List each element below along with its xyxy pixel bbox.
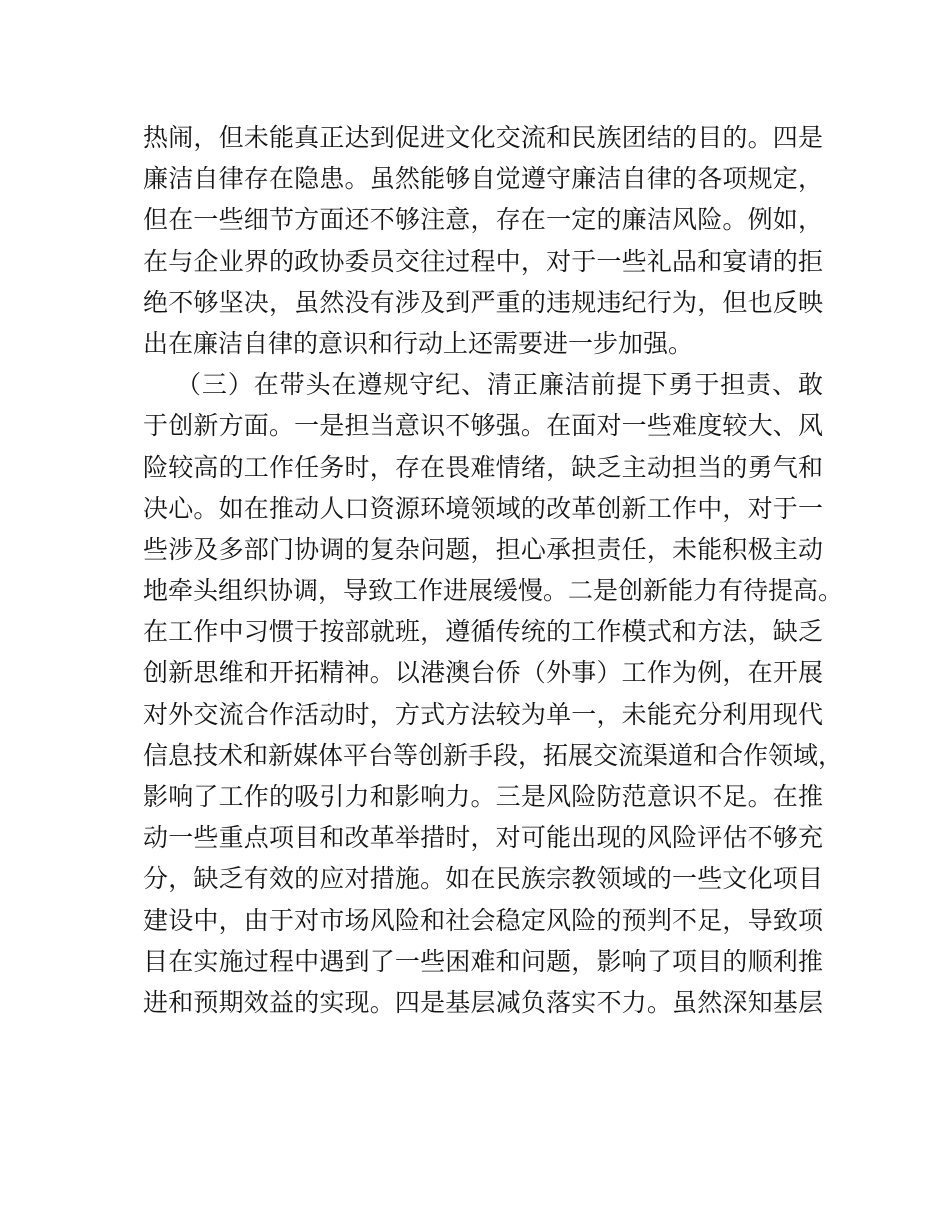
text-line: 绝不够坚决，虽然没有涉及到严重的违规违纪行为，但也反映 [143,287,823,317]
paragraph-2 [143,364,844,1023]
text-line: 在工作中习惯于按部就班，遵循传统的工作模式和方法，缺乏 [143,617,823,647]
text-line: 动一些重点项目和改革举措时，对可能出现的风险评估不够充 [143,823,823,853]
text-line: 热闹，但未能真正达到促进文化交流和民族团结的目的。四是 [143,123,823,152]
text-line: 进和预期效益的实现。四是基层减负落实不力。虽然深知基层 [143,987,823,1017]
text-line: 些涉及多部门协调的复杂问题，担心承担责任，未能积极主动 [143,534,823,564]
text-line: 地牵头组织协调，导致工作进展缓慢。二是创新能力有待提高。 [143,576,844,606]
text-line: 影响了工作的吸引力和影响力。三是风险防范意识不足。在推 [143,782,823,811]
body-text [143,117,844,1023]
text-line: 出在廉洁自律的意识和行动上还需要进一步加强。 [143,328,694,358]
text-line: 建设中，由于对市场风险和社会稳定风险的预判不足，导致项 [143,905,823,935]
text-line: 创新思维和开拓精神。以港澳台侨（外事）工作为例，在开展 [143,658,823,688]
text-line: 于创新方面。一是担当意识不够强。在面对一些难度较大、风 [143,411,823,441]
text-line: 险较高的工作任务时，存在畏难情绪，缺乏主动担当的勇气和 [143,452,823,482]
paragraph-1 [143,117,823,364]
text-line: 廉洁自律存在隐患。虽然能够自觉遵守廉洁自律的各项规定， [143,164,823,194]
text-line: 信息技术和新媒体平台等创新手段，拓展交流渠道和合作领域， [143,740,844,770]
text-line: 但在一些细节方面还不够注意，存在一定的廉洁风险。例如， [143,205,823,235]
text-line: 分，缺乏有效的应对措施。如在民族宗教领域的一些文化项目 [143,864,823,894]
text-line: 对外交流合作活动时，方式方法较为单一，未能充分利用现代 [143,699,823,729]
text-line: 在与企业界的政协委员交往过程中，对于一些礼品和宴请的拒 [143,246,823,276]
text-line: （三）在带头在遵规守纪、清正廉洁前提下勇于担责、敢 [176,370,823,400]
text-line: 目在实施过程中遇到了一些困难和问题，影响了项目的顺利推 [143,946,823,976]
text-line: 决心。如在推动人口资源环境领域的改革创新工作中，对于一 [143,493,823,523]
